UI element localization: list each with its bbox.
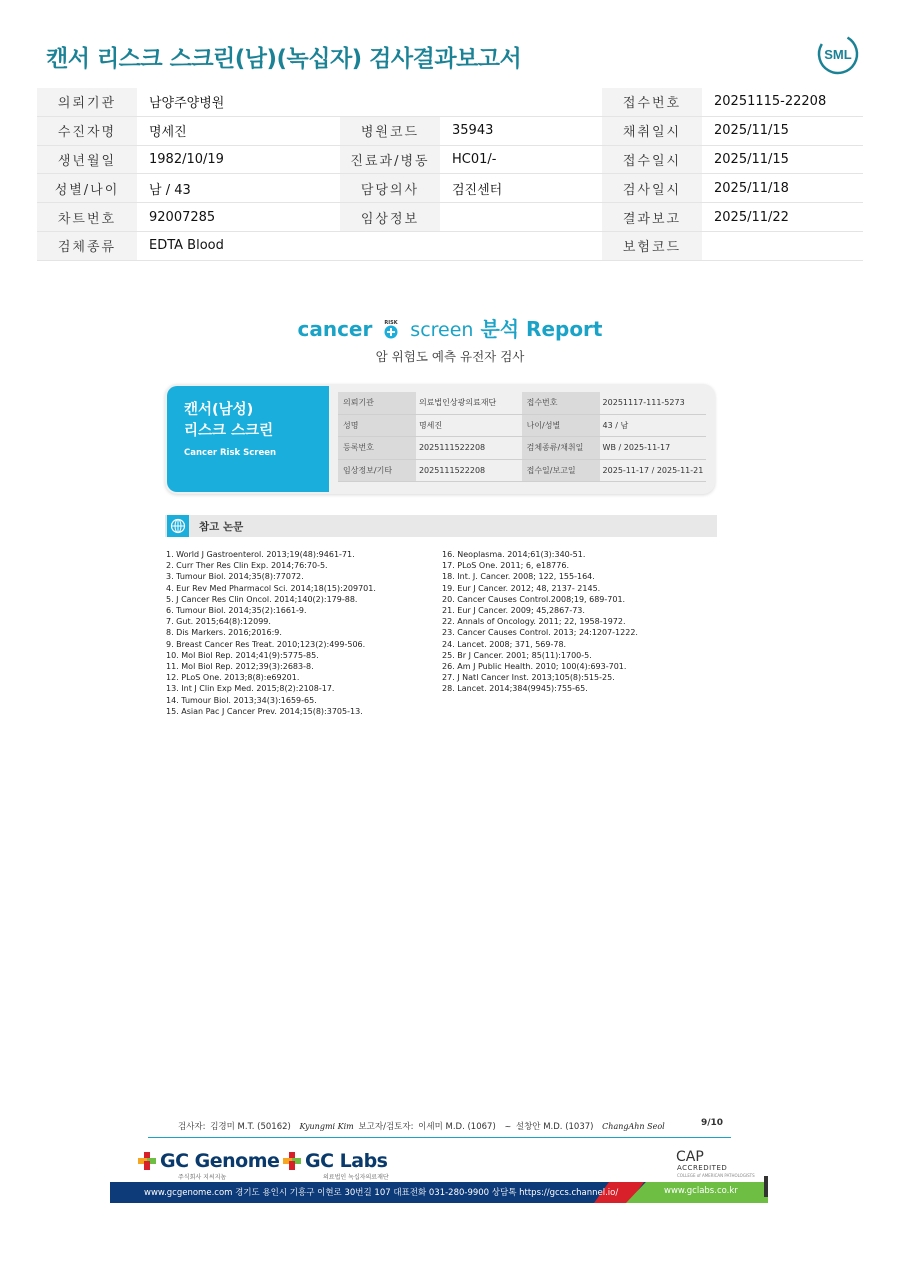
info-value [440, 203, 602, 232]
reference-item: 6. Tumour Biol. 2014;35(2):1661-9. [166, 606, 307, 616]
card-info-table [338, 392, 706, 482]
reference-item: 26. Am J Public Health. 2010; 100(4):693-701. [442, 662, 627, 672]
signer-3-name: 설창안 M.D. (1037) [515, 1122, 594, 1132]
info-label: 검사일시 [602, 174, 702, 203]
cap-subtitle: COLLEGE of AMERICAN PATHOLOGISTS [677, 1173, 755, 1178]
info-label: 접수일시 [602, 145, 702, 174]
book-icon [167, 515, 189, 537]
info-label [340, 231, 440, 260]
report-subtitle: 암 위험도 예측 유전자 검사 [375, 349, 525, 364]
info-value: 남 / 43 [137, 174, 340, 203]
cap-logo: CAP [676, 1149, 704, 1165]
card-label: 임상정보/기타 [338, 459, 416, 482]
gc-genome-sub: 주식회사 지씨지놈 [178, 1174, 227, 1181]
info-label: 병원코드 [340, 116, 440, 145]
reference-item: 5. J Cancer Res Clin Oncol. 2014;140(2):179-88. [166, 594, 358, 604]
brand-risk: RISK [384, 320, 398, 326]
card-row [338, 437, 706, 460]
info-value: 남양주양병원 [137, 88, 340, 116]
card-value: 의료법인상광의료재단 [416, 392, 522, 414]
signature-divider [148, 1137, 731, 1138]
info-value [702, 231, 863, 260]
reference-item: 1. World J Gastroenterol. 2013;19(48):9461-71. [166, 550, 355, 559]
cap-accredited: ACCREDITED [677, 1164, 728, 1172]
info-label: 의뢰기관 [37, 88, 137, 116]
reference-item: 19. Eur J Cancer. 2012; 48, 2137- 2145. [442, 583, 601, 593]
info-label: 임상정보 [340, 203, 440, 232]
references-column-2 [442, 549, 638, 695]
card-value: 2025111522208 [416, 437, 522, 460]
reference-item: 23. Cancer Causes Control. 2013; 24:1207-1222. [442, 628, 638, 638]
card-value: 2025-11-17 / 2025-11-21 [600, 459, 706, 482]
card-value: WB / 2025-11-17 [600, 437, 706, 460]
info-row [37, 116, 863, 145]
risk-plus-icon [381, 319, 401, 339]
reference-item: 16. Neoplasma. 2014;61(3):340-51. [442, 550, 586, 559]
footer-address: www.gcgenome.com 경기도 용인시 기흥구 이현로 30번길 107 대표전화 031-280-9900 상담톡 https://gccs.channel.io/ [144, 1188, 619, 1198]
reference-item: 8. Dis Markers. 2016;2016:9. [166, 628, 282, 638]
references-title: 참고 논문 [199, 521, 244, 533]
info-value: 35943 [440, 116, 602, 145]
page-number: 9/10 [701, 1118, 724, 1128]
card-label: 검체종류/채취일 [522, 437, 600, 460]
gc-cross-icon [138, 1152, 156, 1170]
brand-screen: screen [410, 319, 474, 341]
info-value: 2025/11/22 [702, 203, 863, 232]
signer-2-label: 보고자/검토자: [358, 1122, 414, 1132]
info-value: 명세진 [137, 116, 340, 145]
gc-cross-icon [283, 1152, 301, 1170]
info-label: 생년월일 [37, 145, 137, 174]
info-value: HC01/- [440, 145, 602, 174]
info-label: 채취일시 [602, 116, 702, 145]
reference-item: 14. Tumour Biol. 2013;34(3):1659-65. [166, 695, 317, 705]
reference-item: 18. Int. J. Cancer. 2008; 122, 155-164. [442, 572, 595, 582]
reference-item: 25. Br J Cancer. 2001; 85(11):1700-5. [442, 650, 592, 660]
sml-logo-text: SML [824, 47, 852, 62]
reference-item: 7. Gut. 2015;64(8):12099. [166, 617, 271, 627]
document-title: 캔서 리스크 스크린(남)(녹십자) 검사결과보고서 [46, 46, 522, 72]
info-label: 수진자명 [37, 116, 137, 145]
reference-item: 10. Mol Biol Rep. 2014;41(9):5775-85. [166, 650, 319, 660]
info-label: 진료과/병동 [340, 145, 440, 174]
info-value: EDTA Blood [137, 231, 340, 260]
card-row [338, 392, 706, 414]
info-row [37, 88, 863, 116]
gc-genome-name: GC Genome [160, 1150, 280, 1172]
reference-item: 2. Curr Ther Res Clin Exp. 2014;76:70-5. [166, 561, 328, 571]
reference-item: 17. PLoS One. 2011; 6, e18776. [442, 561, 569, 571]
info-value: 2025/11/15 [702, 116, 863, 145]
signer-1-label: 검사자: [178, 1122, 206, 1132]
info-value: 2025/11/15 [702, 145, 863, 174]
card-label: 의뢰기관 [338, 392, 416, 414]
info-label: 성별/나이 [37, 174, 137, 203]
info-value: 1982/10/19 [137, 145, 340, 174]
info-label: 담당의사 [340, 174, 440, 203]
reference-item: 9. Breast Cancer Res Treat. 2010;123(2):499-506. [166, 639, 366, 649]
signer-1-name: 김경미 M.T. (50162) [210, 1122, 291, 1132]
reference-item: 13. Int J Clin Exp Med. 2015;8(2):2108-17. [166, 684, 335, 694]
signer-1-signature: Kyungmi Kim [299, 1122, 354, 1131]
report-brand [0, 313, 900, 342]
gc-labs-name: GC Labs [305, 1150, 388, 1172]
info-label: 접수번호 [602, 88, 702, 116]
reference-item: 21. Eur J Cancer. 2009; 45,2867-73. [442, 606, 585, 616]
reference-item: 12. PLoS One. 2013;8(8):e69201. [166, 673, 300, 683]
info-label: 차트번호 [37, 203, 137, 232]
info-value [440, 231, 602, 260]
footer-edge-tab [764, 1176, 768, 1197]
card-value: 명세진 [416, 414, 522, 437]
card-value: 2025111522208 [416, 459, 522, 482]
references-column-1 [166, 549, 376, 717]
info-label [340, 88, 440, 116]
reference-item: 15. Asian Pac J Cancer Prev. 2014;15(8):3705-13. [166, 706, 363, 716]
card-value: 43 / 남 [600, 414, 706, 437]
reference-item: 24. Lancet. 2008; 371, 569-78. [442, 639, 567, 649]
gc-genome-logo [138, 1150, 279, 1181]
info-value: 92007285 [137, 203, 340, 232]
reference-item: 28. Lancet. 2014;384(9945):755-65. [442, 684, 588, 694]
brand-suffix: 분석 Report [480, 317, 603, 341]
gc-labs-sub: 의료법인 녹십자의료재단 [323, 1174, 389, 1181]
info-label: 결과보고 [602, 203, 702, 232]
reference-item: 11. Mol Biol Rep. 2012;39(3):2683-8. [166, 662, 314, 672]
brand-cancer: cancer [297, 317, 373, 341]
footer-url: www.gclabs.co.kr [664, 1186, 738, 1196]
gc-labs-logo [283, 1150, 389, 1181]
sml-logo [816, 32, 860, 76]
signer-3-signature: ChangAhn Seol [602, 1122, 665, 1131]
info-row [37, 145, 863, 174]
card-label: 성명 [338, 414, 416, 437]
reference-item: 20. Cancer Causes Control.2008;19, 689-701. [442, 594, 626, 604]
signer-2-name: 이세미 M.D. (1067) [418, 1122, 496, 1132]
card-label: 나이/성별 [522, 414, 600, 437]
reference-item: 27. J Natl Cancer Inst. 2013;105(8):515-25. [442, 673, 615, 683]
card-row [338, 459, 706, 482]
reference-item: 22. Annals of Oncology. 2011; 22, 1958-1972. [442, 617, 626, 627]
signer-2-signature: ~ [504, 1122, 512, 1131]
card-label: 등록번호 [338, 437, 416, 460]
info-row [37, 203, 863, 232]
reference-item: 4. Eur Rev Med Pharmacol Sci. 2014;18(15):209701. [166, 583, 376, 593]
card-label: 접수일/보고일 [522, 459, 600, 482]
card-label: 접수번호 [522, 392, 600, 414]
card-title: 캔서(남성) 리스크 스크린 [184, 402, 274, 439]
card-row [338, 414, 706, 437]
card-subtitle: Cancer Risk Screen [184, 448, 277, 458]
info-value: 검진센터 [440, 174, 602, 203]
info-label: 보험코드 [602, 231, 702, 260]
info-row [37, 231, 863, 260]
info-value [440, 88, 602, 116]
reference-item: 3. Tumour Biol. 2014;35(8):77072. [166, 572, 304, 582]
info-value: 2025/11/18 [702, 174, 863, 203]
card-value: 20251117-111-5273 [600, 392, 706, 414]
info-value: 20251115-22208 [702, 88, 863, 116]
info-label: 검체종류 [37, 231, 137, 260]
signature-line [178, 1120, 667, 1132]
patient-info-table [37, 88, 863, 261]
references-header-bar [165, 515, 717, 537]
info-row [37, 174, 863, 203]
